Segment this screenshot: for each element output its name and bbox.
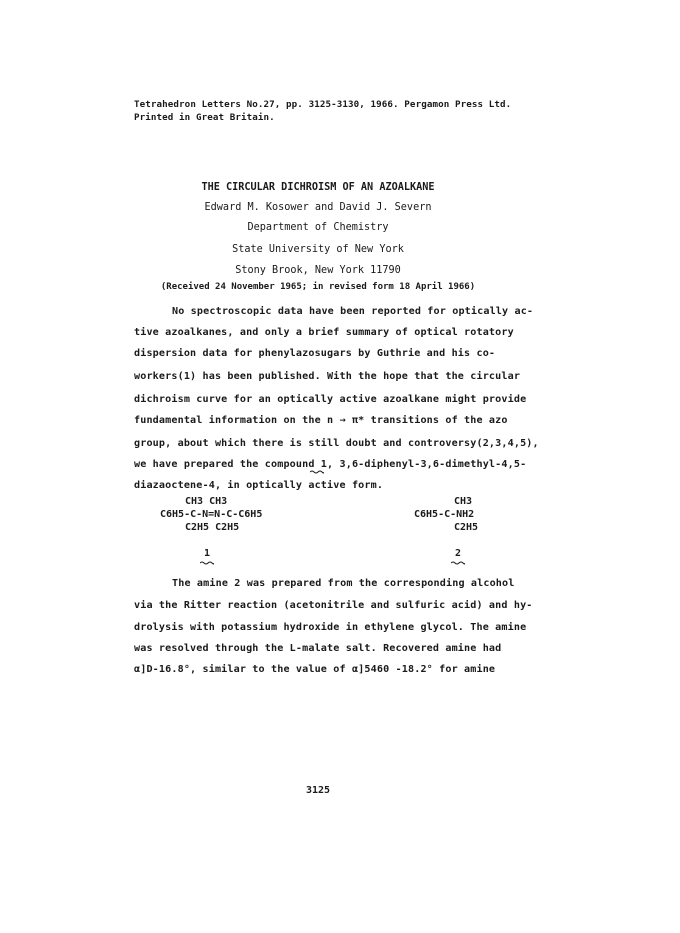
structure-2-bottom: C2H5 [454, 522, 479, 533]
p1-line: tive azoalkanes, and only a brief summary of optical rotatory [134, 327, 514, 338]
article-title: THE CIRCULAR DICHROISM OF AN AZOALKANE [201, 182, 435, 193]
printed-in: Printed in Great Britain. [134, 112, 275, 123]
p1-line: fundamental information on the n → π* transitions of the azo [134, 415, 508, 426]
p1-line: we have prepared the compound 1, 3,6-diphenyl-3,6-dimethyl-4,5- [134, 459, 527, 470]
structure-1-label: 1 [204, 548, 211, 559]
structure-2-middle: C6H5-C-NH2 [414, 509, 475, 520]
p1-line: No spectroscopic data have been reported for optically ac- [172, 306, 534, 317]
structure-1-top: CH3 CH3 [185, 496, 228, 507]
authors: Edward M. Kosower and David J. Severn [204, 202, 432, 213]
city: Stony Brook, New York 11790 [235, 265, 401, 276]
wavy-underline [451, 561, 465, 565]
received-dates: (Received 24 November 1965; in revised form 18 April 1966) [160, 282, 476, 292]
p2-line: α]D-16.8°, similar to the value of α]5460 -18.2° for amine [134, 664, 496, 675]
department: Department of Chemistry [247, 222, 389, 233]
page-number: 3125 [305, 785, 331, 796]
wavy-underline [200, 561, 214, 565]
p1-line: diazaoctene-4, in optically active form. [134, 480, 384, 491]
structure-1-bottom: C2H5 C2H5 [185, 522, 240, 533]
journal-citation: Tetrahedron Letters No.27, pp. 3125-3130, 1966. Pergamon Press Ltd. [134, 99, 512, 110]
structure-2-label: 2 [455, 548, 462, 559]
p1-line: dispersion data for phenylazosugars by Guthrie and his co- [134, 348, 496, 359]
p2-line: via the Ritter reaction (acetonitrile and sulfuric acid) and hy- [134, 600, 533, 611]
wavy-underline [310, 470, 324, 474]
structure-2-top: CH3 [454, 496, 473, 507]
p2-line: drolysis with potassium hydroxide in ethylene glycol. The amine [134, 622, 527, 633]
p2-line: The amine 2 was prepared from the corresponding alcohol [172, 578, 515, 589]
p1-line: dichroism curve for an optically active azoalkane might provide [134, 394, 527, 405]
university: State University of New York [232, 244, 404, 255]
p1-line: workers(1) has been published. With the hope that the circular [134, 371, 521, 382]
p1-line: group, about which there is still doubt and controversy(2,3,4,5), [134, 438, 539, 449]
structure-1-middle: C6H5-C-N=N-C-C6H5 [160, 509, 263, 520]
p2-line: was resolved through the L-malate salt. Recovered amine had [134, 643, 502, 654]
